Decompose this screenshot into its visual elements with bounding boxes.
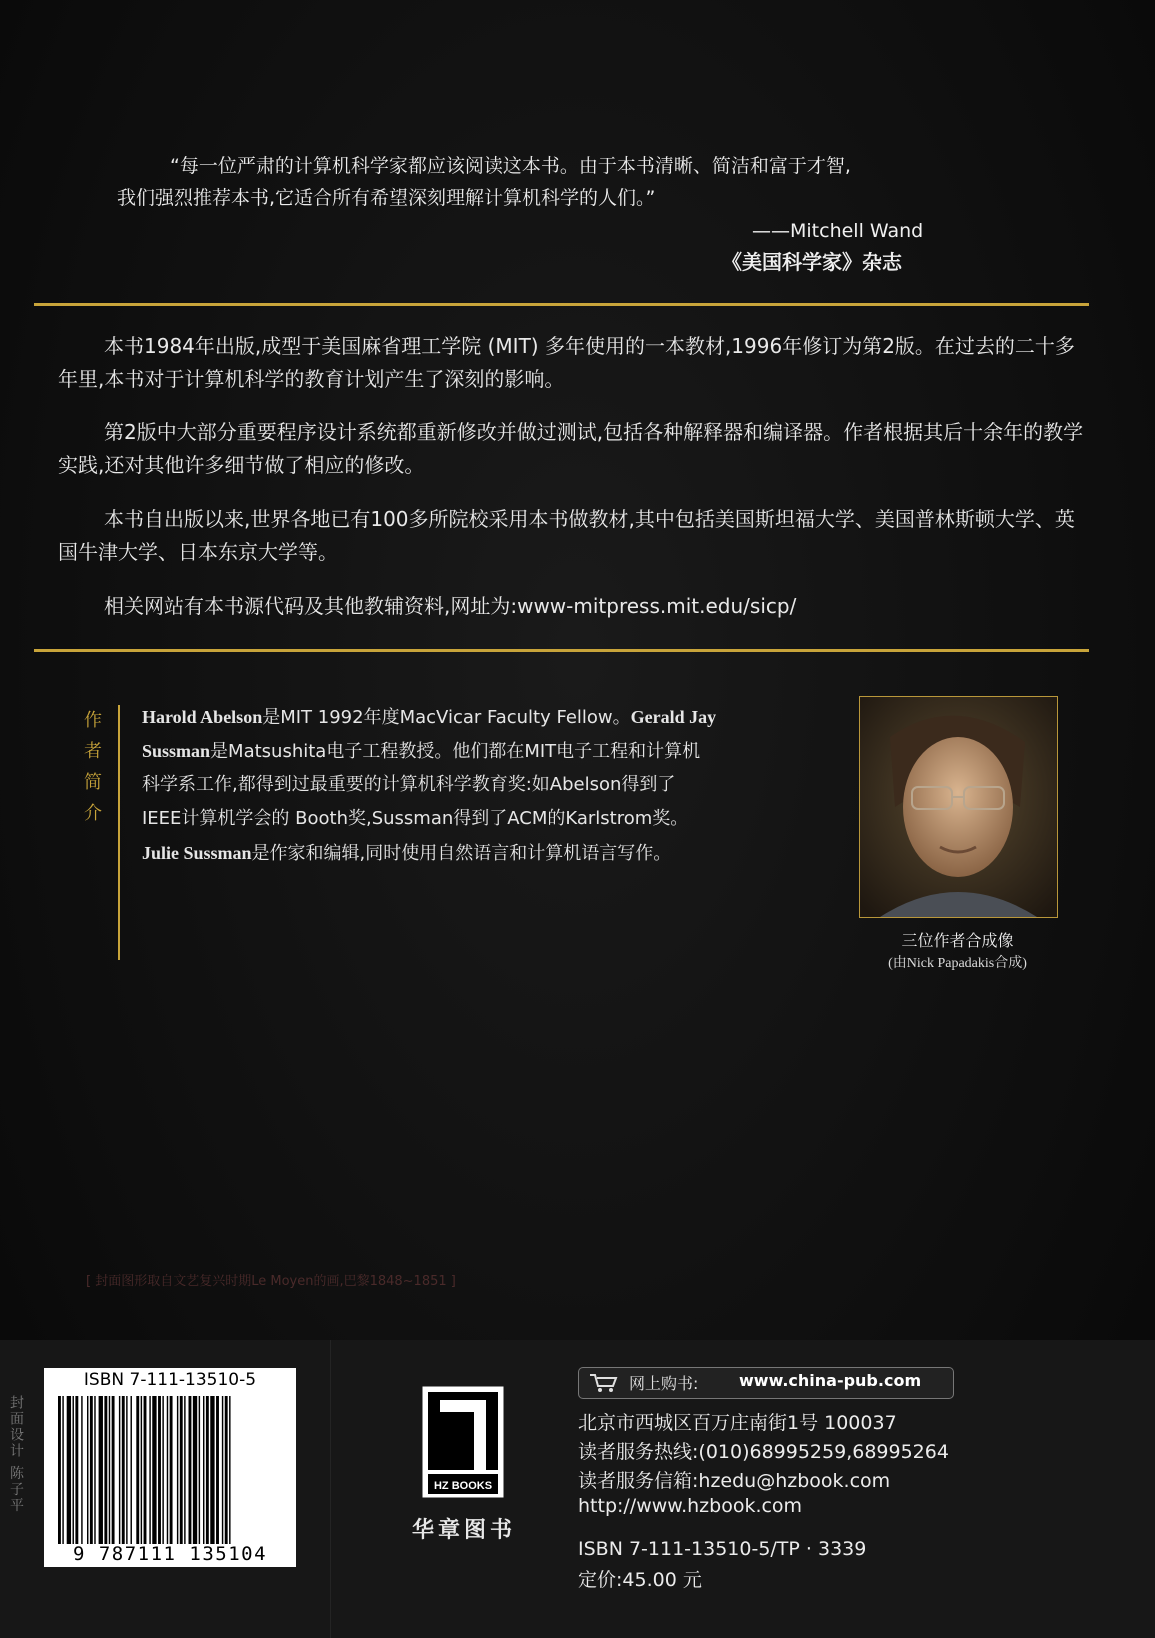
reader-hotline: 读者服务热线:(010)68995259,68995264 — [578, 1441, 949, 1463]
quote-line-1: “每一位严肃的计算机科学家都应该阅读这本书。由于本书清晰、简洁和富于才智, — [170, 155, 851, 177]
publisher-name: 华章图书 — [411, 1518, 516, 1543]
intro-paragraph-4: 相关网站有本书源代码及其他教辅资料,网址为:www-mitpress.mit.edu/sicp/ — [104, 594, 797, 618]
bio-text: 是MIT 1992年度MacVicar Faculty Fellow。 — [262, 707, 631, 728]
bottom-band-divider — [330, 1340, 331, 1638]
publisher-website-link[interactable]: http://www.hzbook.com — [578, 1495, 803, 1517]
divider-middle — [34, 649, 1089, 652]
intro-paragraph-3: 本书自出版以来,世界各地已有100多所院校采用本书做教材,其中包括美国斯坦福大学、美国普林斯顿大学、英国牛津大学、日本东京大学等。 — [58, 507, 1075, 564]
logo-label: HZ BOOKS — [433, 1480, 493, 1492]
bio-text: 是Matsushita电子工程教授。他们都在MIT电子工程和计算机 — [210, 741, 701, 762]
barcode-bars — [58, 1396, 284, 1544]
online-shop-banner — [578, 1367, 954, 1399]
heading-char: 介 — [84, 803, 102, 824]
isbn-barcode — [44, 1368, 296, 1567]
author-name-sussman-cont: Sussman — [142, 741, 211, 761]
author-name-julie: Julie Sussman — [142, 843, 252, 863]
quote-author: ——Mitchell Wand — [752, 220, 924, 242]
portrait-image — [860, 697, 1057, 917]
author-bio-line-5 — [142, 836, 842, 871]
author-section-rule — [118, 705, 120, 960]
photo-caption: 三位作者合成像 — [901, 931, 1014, 950]
hz-books-logo — [422, 1386, 504, 1498]
barcode-digits: 9 787111 135104 — [72, 1543, 268, 1565]
shopping-cart-icon — [589, 1373, 619, 1393]
bio-text: 是作家和编辑,同时使用自然语言和计算机语言写作。 — [251, 843, 672, 864]
heading-char: 作 — [84, 710, 102, 731]
barcode-isbn-label: ISBN 7-111-13510-5 — [83, 1370, 257, 1390]
quote-line-2: 我们强烈推荐本书,它适合所有希望深刻理解计算机科学的人们。” — [117, 187, 656, 209]
author-bio-line-4: IEEE计算机学会的 Booth奖,Sussman得到了ACM的Karlstrom奖。 — [142, 808, 689, 829]
shop-label: 网上购书: — [629, 1374, 699, 1393]
divider-top — [34, 303, 1089, 306]
photo-credit: (由Nick Papadakis合成) — [888, 956, 1027, 971]
quote-source: 《美国科学家》杂志 — [722, 250, 902, 274]
reader-email: 读者服务信箱:hzedu@hzbook.com — [578, 1470, 891, 1492]
isbn-classification: ISBN 7-111-13510-5/TP · 3339 — [578, 1538, 867, 1560]
heading-char: 者 — [84, 741, 102, 762]
author-bio-line-3: 科学系工作,都得到过最重要的计算机科学教育奖:如Abelson得到了 — [142, 774, 676, 795]
author-bio-line-1 — [142, 700, 842, 735]
intro-paragraph-1: 本书1984年出版,成型于美国麻省理工学院 (MIT) 多年使用的一本教材,1996年修订为第2版。在过去的二十多年里,本书对于计算机科学的教育计划产生了深刻的影响。 — [58, 334, 1075, 391]
intro-paragraph-2: 第2版中大部分重要程序设计系统都重新修改并做过测试,包括各种解释器和编译器。作者根据其后十余年的教学实践,还对其他许多细节做了相应的修改。 — [58, 420, 1084, 477]
price: 定价:45.00 元 — [578, 1569, 702, 1591]
author-section-heading — [80, 705, 106, 829]
author-name-abelson: Harold Abelson — [142, 707, 263, 727]
publisher-address: 北京市西城区百万庄南街1号 100037 — [578, 1412, 897, 1434]
heading-char: 简 — [84, 772, 102, 793]
author-composite-photo — [859, 696, 1058, 918]
author-bio-line-2 — [142, 734, 842, 769]
shop-url-link[interactable]: www.china-pub.com — [739, 1371, 922, 1390]
author-name-sussman: Gerald Jay — [630, 707, 717, 727]
cover-art-note: [ 封面图形取自文艺复兴时期Le Moyen的画,巴黎1848~1851 ] — [86, 1274, 456, 1289]
designer-credit: 封面设计 陈子平 — [8, 1395, 24, 1514]
